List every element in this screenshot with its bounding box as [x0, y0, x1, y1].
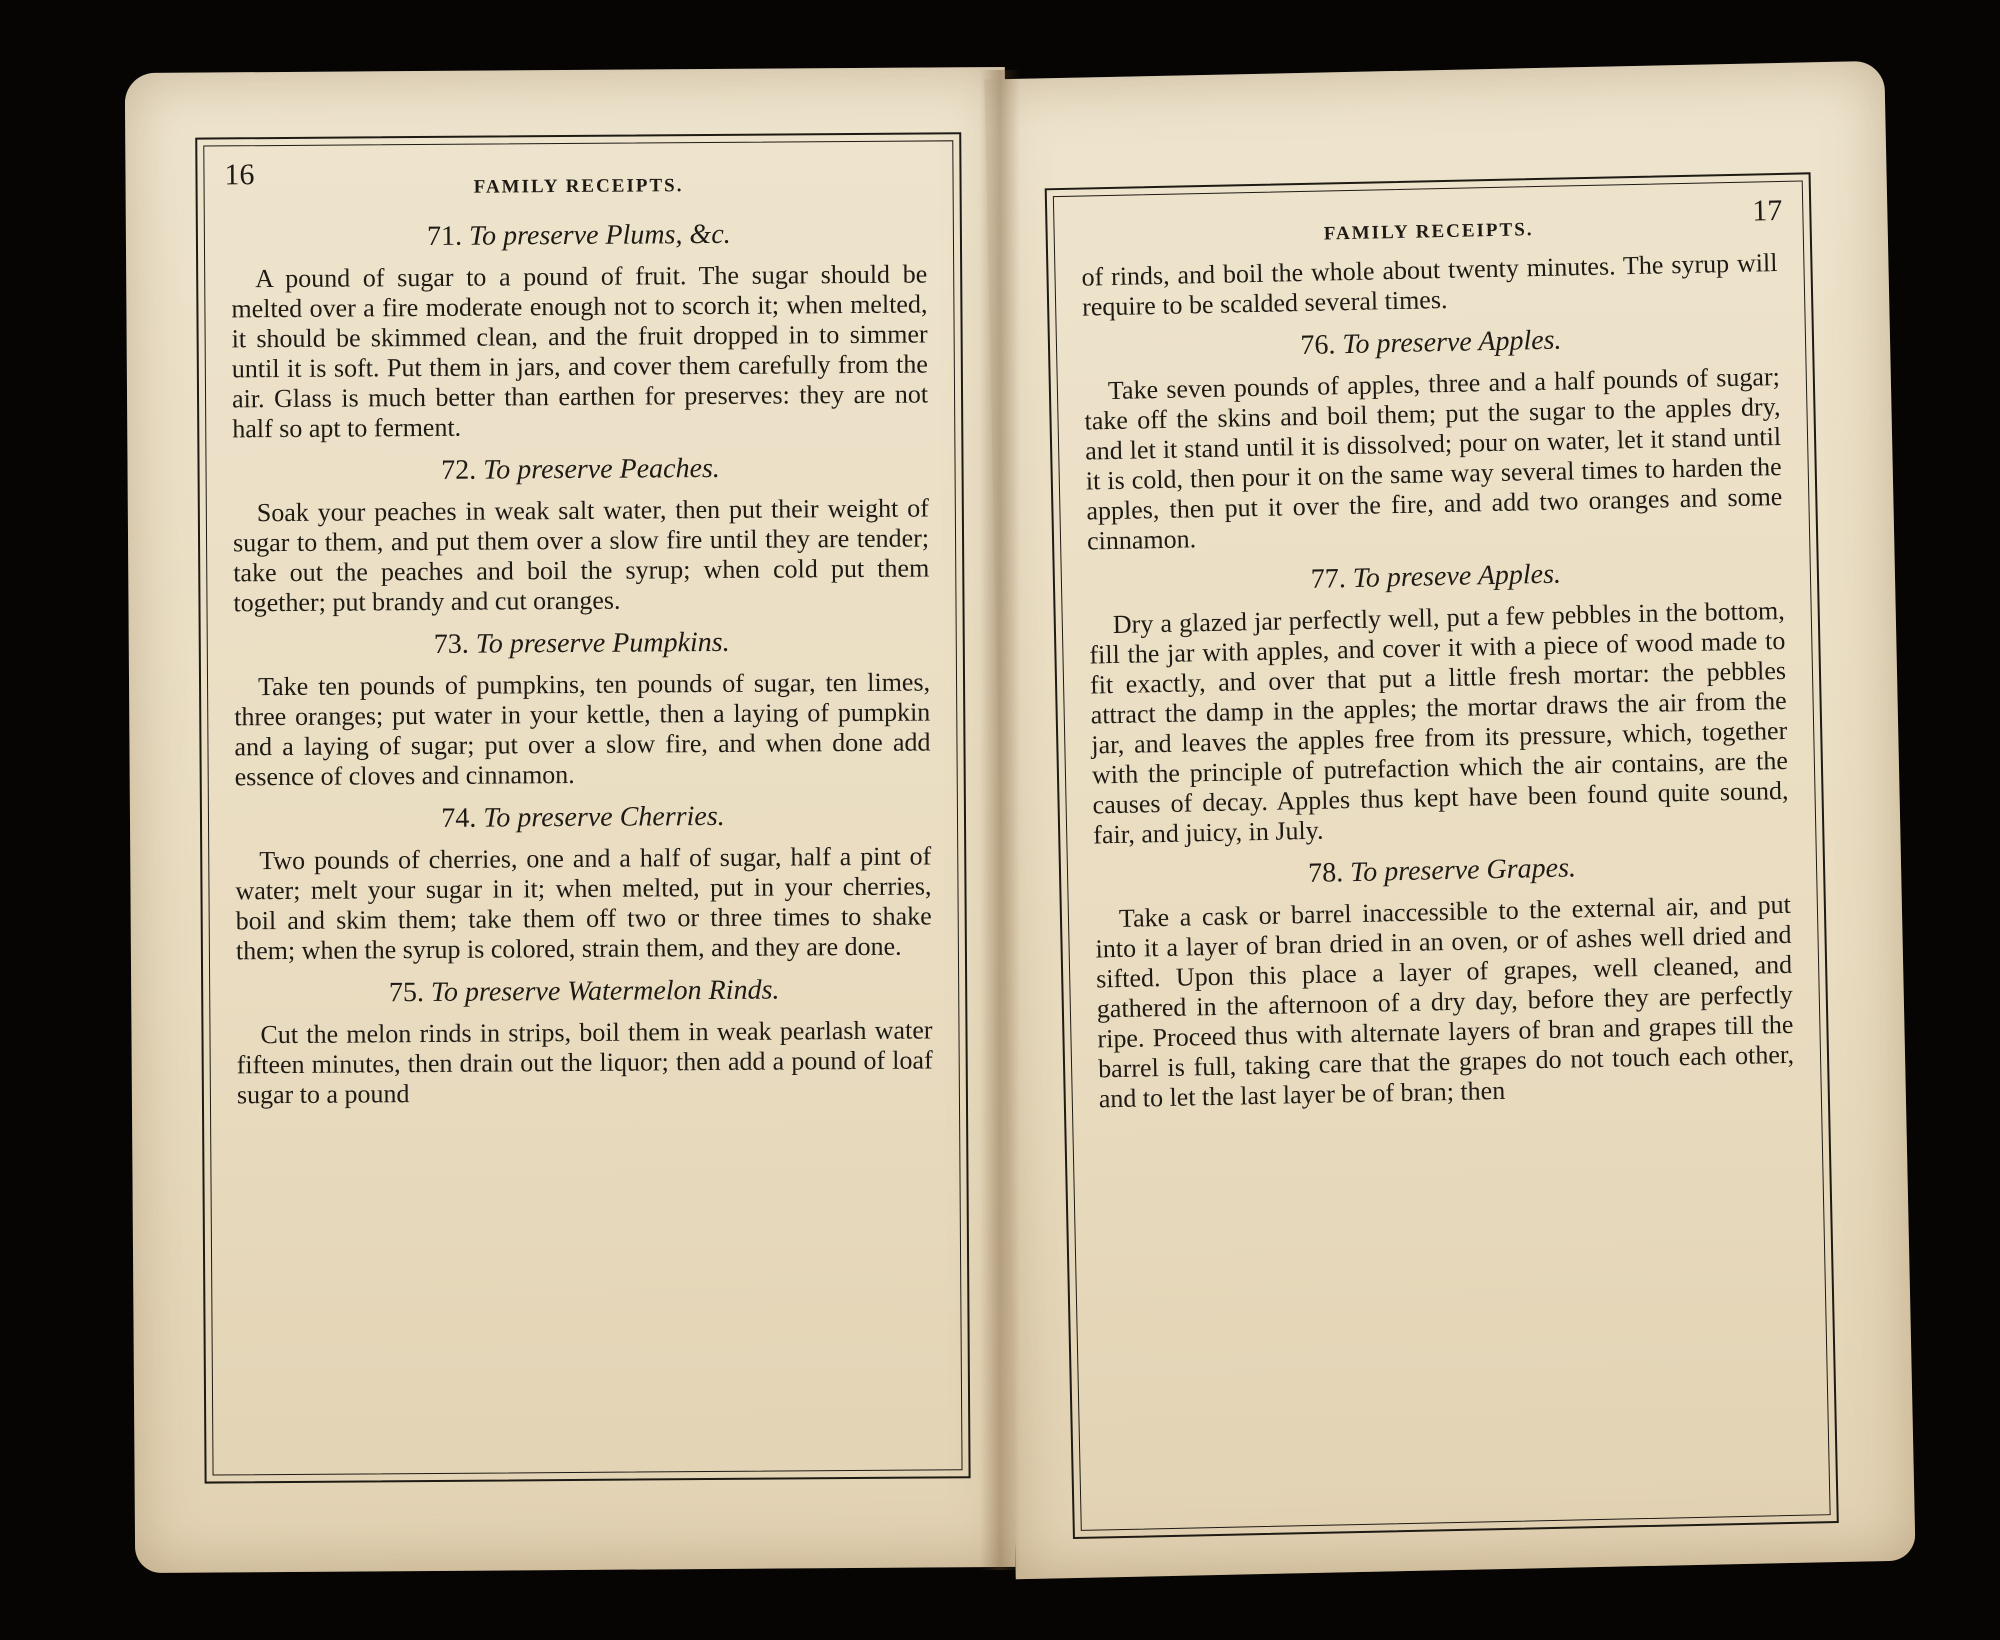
- running-head: FAMILY RECEIPTS.: [473, 175, 684, 198]
- recipe-title: To preserve Peaches.: [483, 452, 720, 486]
- recipe-title: To preserve Grapes.: [1349, 852, 1577, 889]
- recipe-title: To preserve Apples.: [1342, 324, 1562, 361]
- recipe-text: Take a cask or barrel inaccessible to the external air, and put into it a layer of bran dried in an oven, or of ashes well dried and sifted. Upon this place a layer of grapes, well cleaned, and gathered in the afternoon of a dry day, before they are perfectly ripe. Proceed thus with alternate layers of bran and grapes till the barrel is full, taking care that the grapes do not touch each other, and to let the last layer be of bran; then: [1095, 889, 1795, 1114]
- recipe-number: 76.: [1300, 329, 1336, 362]
- recipe-number: 72.: [441, 454, 477, 486]
- right-page: [984, 61, 1915, 1580]
- left-page: [125, 67, 1015, 1573]
- recipe-text: Take ten pounds of pumpkins, ten pounds of sugar, ten limes, three oranges; put water in your kettle, then a laying of pumpkin and a laying of sugar; put over a slow fire, and when done add essence of cloves and cinnamon.: [234, 667, 931, 792]
- recipe-heading: [235, 799, 931, 836]
- recipe-title: To preseve Apples.: [1352, 558, 1562, 594]
- recipe-title: To preserve Pumpkins.: [475, 626, 730, 660]
- recipe-title: To preserve Cherries.: [483, 800, 725, 834]
- right-page-border: [1045, 172, 1839, 1539]
- recipe-heading: [1088, 554, 1785, 601]
- recipe-number: 75.: [388, 977, 425, 1009]
- page-number: 16: [224, 158, 255, 192]
- continued-text: of rinds, and boil the whole about twenty minutes. The syrup will require to be scalded several times.: [1081, 248, 1778, 322]
- recipe-heading: [1083, 320, 1780, 367]
- running-head: FAMILY RECEIPTS.: [1323, 219, 1534, 245]
- left-page-header: [224, 158, 926, 212]
- recipe-heading: [1094, 848, 1791, 895]
- recipe-text: Cut the melon rinds in strips, boil them in weak pearlash water fifteen minutes, then drain out the liquor; then add a pound of loaf sugar to a pound: [236, 1015, 933, 1110]
- recipe-heading: [236, 973, 932, 1010]
- recipe-text: Dry a glazed jar perfectly well, put a few pebbles in the bottom, fill the jar with apples, and cover it with a piece of wood made to fit exactly, and over that put a little fresh mortar: the pebbles attract the damp in the apples; the mortar draws the air from the jar, and leaves the apples free from its pressure, which, together with the principle of putrefaction which the air contains, are the causes of decay. Apples thus kept have been found quite sound, fair, and juicy, in July.: [1089, 595, 1789, 850]
- recipe-number: 77.: [1310, 563, 1347, 595]
- recipe-heading: [234, 625, 930, 662]
- recipe-heading: [232, 451, 928, 488]
- left-page-border: [195, 132, 970, 1483]
- open-book: [120, 70, 1920, 1590]
- recipe-text: Soak your peaches in weak salt water, then put their weight of sugar to them, and put them over a slow fire until they are tender; take out the peaches and boil the syrup; when cold put them together; put brandy and cut oranges.: [232, 493, 930, 618]
- recipe-heading: [231, 217, 927, 254]
- recipe-title: To preserve Watermelon Rinds.: [430, 974, 780, 1008]
- recipe-title: To preserve Plums, &c.: [469, 218, 731, 252]
- recipe-number: 78.: [1307, 857, 1344, 889]
- recipe-number: 74.: [441, 802, 477, 834]
- recipe-number: 71.: [427, 220, 463, 252]
- book-gutter: [980, 70, 1020, 1570]
- recipe-text: Take seven pounds of apples, three and a half pounds of sugar; take off the skins and boil them; put the sugar to the apples dry, and let it stand until it is dissolved; pour on water, let it stand until it is cold, then pour it on the same way several times to harden the apples, then put it over the fire, and add two oranges and some cinnamon.: [1084, 361, 1783, 556]
- recipe-text: Two pounds of cherries, one and a half of sugar, half a pint of water; melt your sugar in it; when melted, put in your cherries, boil and skim them; take them off two or three times to shake them; when the syrup is colored, strain them, and they are done.: [235, 841, 932, 966]
- recipe-text: A pound of sugar to a pound of fruit. The sugar should be melted over a fire moderate enough not to scorch it; when melted, it should be skimmed clean, and the fruit dropped in to simmer until it is soft. Put them in jars, and cover them carefully from the air. Glass is much better than earthen for preserves: they are not half so apt to ferment.: [231, 259, 929, 444]
- page-number: 17: [1751, 193, 1783, 228]
- recipe-number: 73.: [433, 628, 469, 660]
